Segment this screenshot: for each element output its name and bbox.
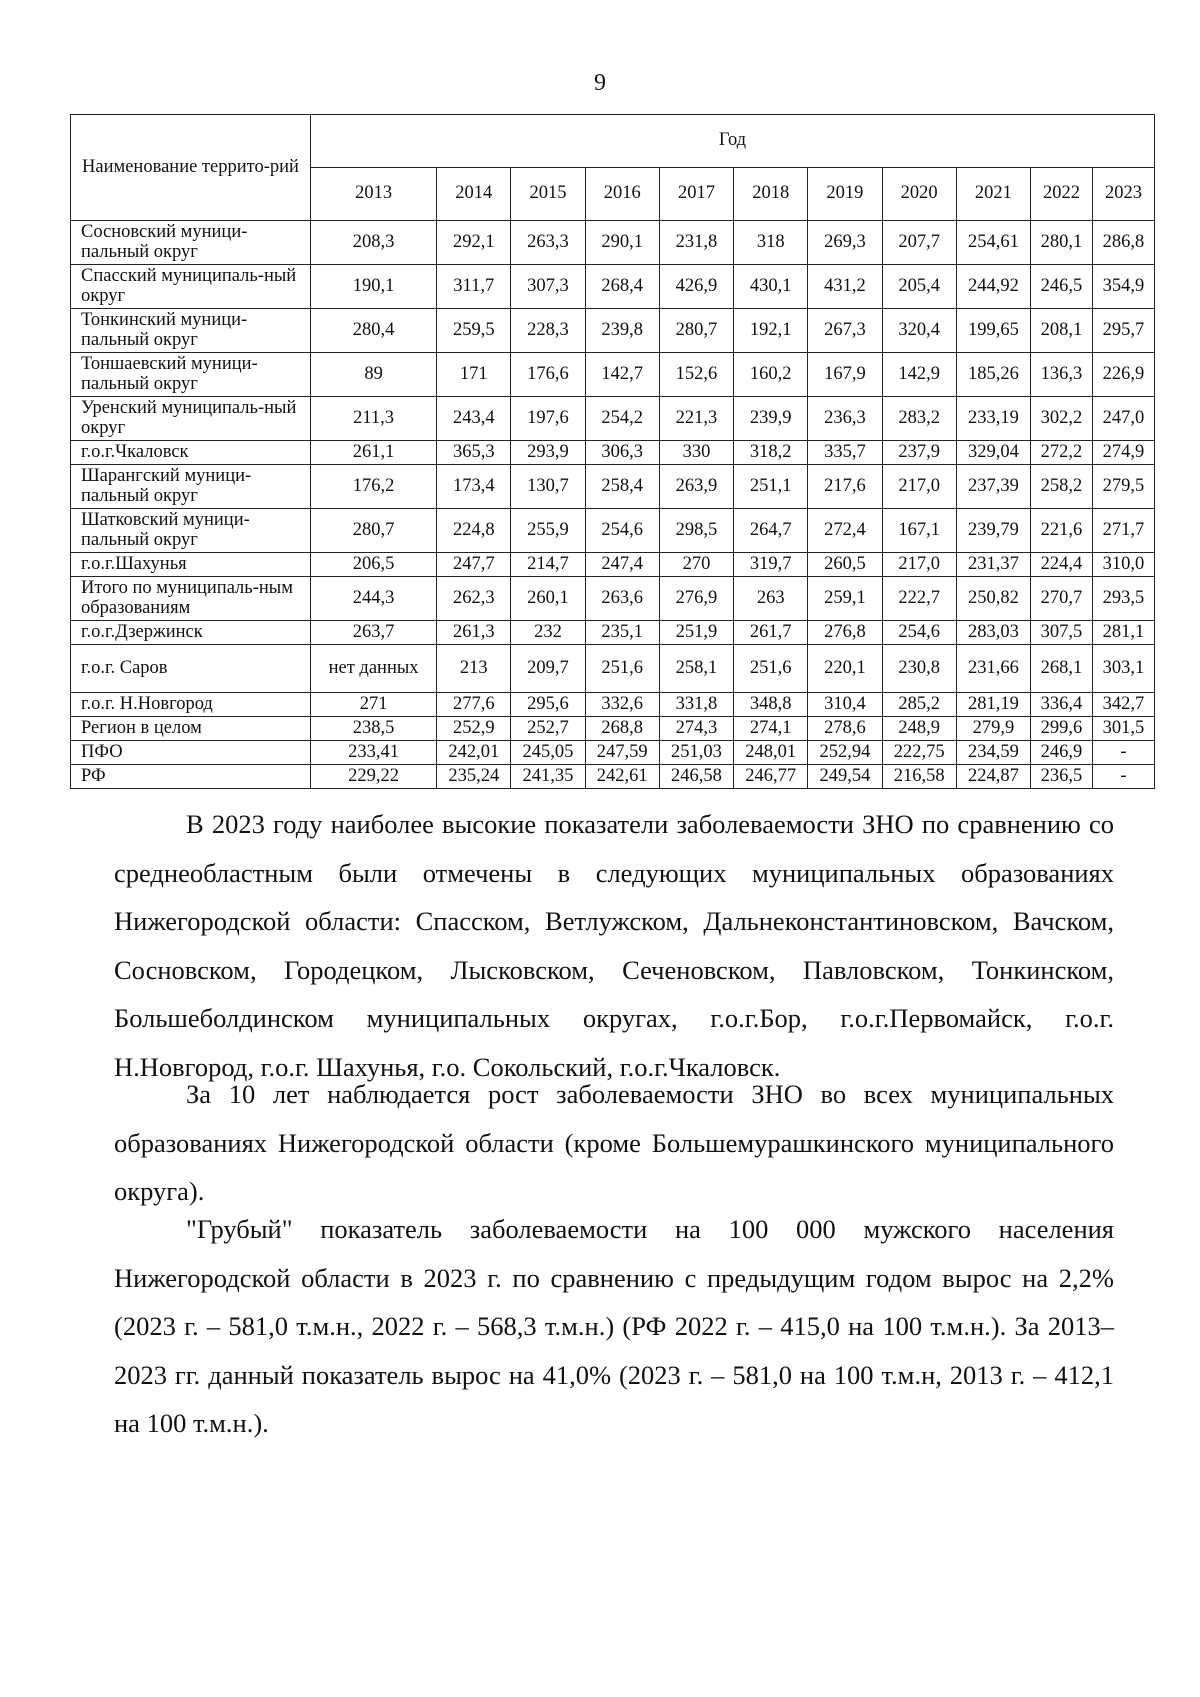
value-cell: 230,8 bbox=[882, 645, 956, 693]
value-cell: 292,1 bbox=[437, 221, 511, 265]
value-cell: 248,9 bbox=[882, 717, 956, 741]
value-cell: 208,1 bbox=[1031, 309, 1093, 353]
value-cell: 283,03 bbox=[956, 621, 1030, 645]
value-cell: 130,7 bbox=[511, 465, 585, 509]
value-cell: 211,3 bbox=[311, 397, 437, 441]
value-cell: 263,9 bbox=[659, 465, 733, 509]
value-cell: 267,3 bbox=[808, 309, 882, 353]
value-cell: 235,1 bbox=[585, 621, 659, 645]
value-cell: 243,4 bbox=[437, 397, 511, 441]
value-cell: 268,8 bbox=[585, 717, 659, 741]
value-cell: 167,9 bbox=[808, 353, 882, 397]
territory-header: Наименование террито-рий bbox=[71, 115, 311, 221]
value-cell: 280,1 bbox=[1031, 221, 1093, 265]
year-header: Год bbox=[311, 115, 1155, 168]
value-cell: 217,0 bbox=[882, 553, 956, 577]
value-cell: 293,9 bbox=[511, 441, 585, 465]
table-row bbox=[71, 717, 1155, 741]
year-cell: 2021 bbox=[956, 168, 1030, 221]
table-row bbox=[71, 741, 1155, 765]
value-cell: 236,5 bbox=[1031, 765, 1093, 789]
value-cell: 224,8 bbox=[437, 509, 511, 553]
value-cell: 220,1 bbox=[808, 645, 882, 693]
value-cell: 307,3 bbox=[511, 265, 585, 309]
paragraph-1-text: В 2023 году наиболее высокие показатели заболеваемости ЗНО по сравнению со среднеобластным были отмечены в следующих муниципальных образованиях Нижегородской области: Спасском, Ветлужском, Дальнеконстантиновском, Вачском, Сосновском, Городецком, Лысковском, Сеченовском, Павловском, Тонкинском, Большеболдинском муниципальных округах, г.о.г.Бор, г.о.г.Первомайск, г.о.г. Н.Новгород, г.о.г. Шахунья, г.о. Сокольский, г.о.г.Чкаловск. bbox=[114, 809, 1114, 1082]
territory-name: Шатковский муници-пальный округ bbox=[71, 509, 311, 553]
value-cell: 280,7 bbox=[659, 309, 733, 353]
value-cell: 226,9 bbox=[1092, 353, 1154, 397]
value-cell: 318,2 bbox=[734, 441, 808, 465]
value-cell: 335,7 bbox=[808, 441, 882, 465]
value-cell: 246,9 bbox=[1031, 741, 1093, 765]
table-row bbox=[71, 509, 1155, 553]
value-cell: 310,0 bbox=[1092, 553, 1154, 577]
value-cell: 274,1 bbox=[734, 717, 808, 741]
value-cell: 271 bbox=[311, 693, 437, 717]
paragraph-3 bbox=[114, 1205, 1114, 1448]
value-cell: 302,2 bbox=[1031, 397, 1093, 441]
value-cell: 252,9 bbox=[437, 717, 511, 741]
value-cell: 276,8 bbox=[808, 621, 882, 645]
value-cell: 217,0 bbox=[882, 465, 956, 509]
table-row bbox=[71, 765, 1155, 789]
value-cell: 228,3 bbox=[511, 309, 585, 353]
value-cell: 279,5 bbox=[1092, 465, 1154, 509]
value-cell: 254,2 bbox=[585, 397, 659, 441]
page-number: 9 bbox=[594, 70, 606, 96]
value-cell: 142,9 bbox=[882, 353, 956, 397]
value-cell: нет данных bbox=[311, 645, 437, 693]
value-cell: 242,01 bbox=[437, 741, 511, 765]
value-cell: 197,6 bbox=[511, 397, 585, 441]
value-cell: 320,4 bbox=[882, 309, 956, 353]
territory-name: г.о.г. Саров bbox=[71, 645, 311, 693]
value-cell: 342,7 bbox=[1092, 693, 1154, 717]
value-cell: 261,1 bbox=[311, 441, 437, 465]
year-cell: 2023 bbox=[1092, 168, 1154, 221]
value-cell: 251,9 bbox=[659, 621, 733, 645]
value-cell: 251,03 bbox=[659, 741, 733, 765]
table-row bbox=[71, 553, 1155, 577]
value-cell: 261,7 bbox=[734, 621, 808, 645]
value-cell: 229,22 bbox=[311, 765, 437, 789]
value-cell: 279,9 bbox=[956, 717, 1030, 741]
value-cell: 252,94 bbox=[808, 741, 882, 765]
value-cell: 274,9 bbox=[1092, 441, 1154, 465]
value-cell: 329,04 bbox=[956, 441, 1030, 465]
value-cell: 239,9 bbox=[734, 397, 808, 441]
value-cell: 254,6 bbox=[882, 621, 956, 645]
value-cell: 276,9 bbox=[659, 577, 733, 621]
value-cell: 295,7 bbox=[1092, 309, 1154, 353]
value-cell: 214,7 bbox=[511, 553, 585, 577]
value-cell: 262,3 bbox=[437, 577, 511, 621]
value-cell: 142,7 bbox=[585, 353, 659, 397]
table-row bbox=[71, 645, 1155, 693]
paragraph-2-text: За 10 лет наблюдается рост заболеваемости ЗНО во всех муниципальных образованиях Нижегородской области (кроме Большемурашкинского муниципального округа). bbox=[114, 1079, 1114, 1206]
value-cell: 239,79 bbox=[956, 509, 1030, 553]
value-cell: 263 bbox=[734, 577, 808, 621]
value-cell: 295,6 bbox=[511, 693, 585, 717]
year-cell: 2013 bbox=[311, 168, 437, 221]
value-cell: 264,7 bbox=[734, 509, 808, 553]
value-cell: 231,37 bbox=[956, 553, 1030, 577]
value-cell: 270,7 bbox=[1031, 577, 1093, 621]
value-cell: 298,5 bbox=[659, 509, 733, 553]
value-cell: 255,9 bbox=[511, 509, 585, 553]
year-cell: 2015 bbox=[511, 168, 585, 221]
value-cell: 89 bbox=[311, 353, 437, 397]
table-row bbox=[71, 621, 1155, 645]
value-cell: 205,4 bbox=[882, 265, 956, 309]
territory-name: Шарангский муници-пальный округ bbox=[71, 465, 311, 509]
value-cell: 171 bbox=[437, 353, 511, 397]
territory-name: ПФО bbox=[71, 741, 311, 765]
value-cell: 281,1 bbox=[1092, 621, 1154, 645]
value-cell: 192,1 bbox=[734, 309, 808, 353]
value-cell: 263,3 bbox=[511, 221, 585, 265]
value-cell: 251,1 bbox=[734, 465, 808, 509]
value-cell: 160,2 bbox=[734, 353, 808, 397]
territory-name: Спасский муниципаль-ный округ bbox=[71, 265, 311, 309]
year-cell: 2020 bbox=[882, 168, 956, 221]
value-cell: 233,19 bbox=[956, 397, 1030, 441]
value-cell: 246,5 bbox=[1031, 265, 1093, 309]
value-cell: 216,58 bbox=[882, 765, 956, 789]
value-cell: 245,05 bbox=[511, 741, 585, 765]
value-cell: 208,3 bbox=[311, 221, 437, 265]
value-cell: 176,2 bbox=[311, 465, 437, 509]
value-cell: 261,3 bbox=[437, 621, 511, 645]
value-cell: - bbox=[1092, 741, 1154, 765]
value-cell: 301,5 bbox=[1092, 717, 1154, 741]
table-row bbox=[71, 465, 1155, 509]
value-cell: 319,7 bbox=[734, 553, 808, 577]
value-cell: 224,4 bbox=[1031, 553, 1093, 577]
territory-name: Регион в целом bbox=[71, 717, 311, 741]
territory-name: Итого по муниципаль-ным образованиям bbox=[71, 577, 311, 621]
value-cell: 271,7 bbox=[1092, 509, 1154, 553]
value-cell: 238,5 bbox=[311, 717, 437, 741]
value-cell: 268,4 bbox=[585, 265, 659, 309]
table-row bbox=[71, 221, 1155, 265]
value-cell: 247,4 bbox=[585, 553, 659, 577]
value-cell: 247,59 bbox=[585, 741, 659, 765]
value-cell: 259,1 bbox=[808, 577, 882, 621]
value-cell: 318 bbox=[734, 221, 808, 265]
value-cell: 354,9 bbox=[1092, 265, 1154, 309]
value-cell: 430,1 bbox=[734, 265, 808, 309]
value-cell: 299,6 bbox=[1031, 717, 1093, 741]
territory-name: Тонкинский муници-пальный округ bbox=[71, 309, 311, 353]
value-cell: 185,26 bbox=[956, 353, 1030, 397]
value-cell: 254,61 bbox=[956, 221, 1030, 265]
table-body bbox=[71, 221, 1155, 789]
year-cell: 2017 bbox=[659, 168, 733, 221]
value-cell: 199,65 bbox=[956, 309, 1030, 353]
value-cell: 244,3 bbox=[311, 577, 437, 621]
value-cell: 281,19 bbox=[956, 693, 1030, 717]
territory-name: Тоншаевский муници-пальный округ bbox=[71, 353, 311, 397]
value-cell: 431,2 bbox=[808, 265, 882, 309]
value-cell: 268,1 bbox=[1031, 645, 1093, 693]
value-cell: 232 bbox=[511, 621, 585, 645]
value-cell: 258,2 bbox=[1031, 465, 1093, 509]
value-cell: 330 bbox=[659, 441, 733, 465]
value-cell: 306,3 bbox=[585, 441, 659, 465]
value-cell: 235,24 bbox=[437, 765, 511, 789]
value-cell: 311,7 bbox=[437, 265, 511, 309]
value-cell: 136,3 bbox=[1031, 353, 1093, 397]
value-cell: 221,6 bbox=[1031, 509, 1093, 553]
value-cell: 252,7 bbox=[511, 717, 585, 741]
value-cell: 348,8 bbox=[734, 693, 808, 717]
year-cell: 2019 bbox=[808, 168, 882, 221]
value-cell: 251,6 bbox=[585, 645, 659, 693]
value-cell: 246,58 bbox=[659, 765, 733, 789]
territory-name: Сосновский муници-пальный округ bbox=[71, 221, 311, 265]
value-cell: 237,9 bbox=[882, 441, 956, 465]
territory-name: г.о.г.Шахунья bbox=[71, 553, 311, 577]
value-cell: 246,77 bbox=[734, 765, 808, 789]
value-cell: 293,5 bbox=[1092, 577, 1154, 621]
value-cell: 260,5 bbox=[808, 553, 882, 577]
table-row bbox=[71, 397, 1155, 441]
value-cell: 254,6 bbox=[585, 509, 659, 553]
year-cell: 2022 bbox=[1031, 168, 1093, 221]
value-cell: 426,9 bbox=[659, 265, 733, 309]
value-cell: 190,1 bbox=[311, 265, 437, 309]
value-cell: 233,41 bbox=[311, 741, 437, 765]
value-cell: 221,3 bbox=[659, 397, 733, 441]
value-cell: 270 bbox=[659, 553, 733, 577]
value-cell: 248,01 bbox=[734, 741, 808, 765]
value-cell: 280,7 bbox=[311, 509, 437, 553]
value-cell: 260,1 bbox=[511, 577, 585, 621]
table-row bbox=[71, 441, 1155, 465]
value-cell: 263,6 bbox=[585, 577, 659, 621]
value-cell: 286,8 bbox=[1092, 221, 1154, 265]
table-row bbox=[71, 309, 1155, 353]
value-cell: 251,6 bbox=[734, 645, 808, 693]
value-cell: 222,75 bbox=[882, 741, 956, 765]
value-cell: 259,5 bbox=[437, 309, 511, 353]
table-row bbox=[71, 577, 1155, 621]
value-cell: 283,2 bbox=[882, 397, 956, 441]
value-cell: 247,7 bbox=[437, 553, 511, 577]
paragraph-2 bbox=[114, 1070, 1114, 1216]
value-cell: 236,3 bbox=[808, 397, 882, 441]
value-cell: 272,2 bbox=[1031, 441, 1093, 465]
incidence-table bbox=[70, 114, 1155, 789]
paragraph-3-text: "Грубый" показатель заболеваемости на 100 000 мужского населения Нижегородской области в 2023 г. по сравнению с предыдущим годом вырос на 2,2% (2023 г. – 581,0 т.м.н., 2022 г. – 568,3 т.м.н.) (РФ 2022 г. – 415,0 на 100 т.м.н.). За 2013–2023 гг. данный показатель вырос на 41,0% (2023 г. – 581,0 на 100 т.м.н, 2013 г. – 412,1 на 100 т.м.н.). bbox=[114, 1214, 1114, 1438]
value-cell: 224,87 bbox=[956, 765, 1030, 789]
territory-name: Уренский муниципаль-ный округ bbox=[71, 397, 311, 441]
year-cell: 2018 bbox=[734, 168, 808, 221]
value-cell: 244,92 bbox=[956, 265, 1030, 309]
value-cell: 303,1 bbox=[1092, 645, 1154, 693]
value-cell: 331,8 bbox=[659, 693, 733, 717]
value-cell: 173,4 bbox=[437, 465, 511, 509]
value-cell: 307,5 bbox=[1031, 621, 1093, 645]
territory-name: г.о.г.Чкаловск bbox=[71, 441, 311, 465]
value-cell: 237,39 bbox=[956, 465, 1030, 509]
paragraph-1 bbox=[114, 800, 1114, 1091]
table-row bbox=[71, 265, 1155, 309]
value-cell: 234,59 bbox=[956, 741, 1030, 765]
value-cell: 152,6 bbox=[659, 353, 733, 397]
value-cell: 241,35 bbox=[511, 765, 585, 789]
value-cell: 365,3 bbox=[437, 441, 511, 465]
value-cell: 336,4 bbox=[1031, 693, 1093, 717]
value-cell: 231,8 bbox=[659, 221, 733, 265]
value-cell: 278,6 bbox=[808, 717, 882, 741]
territory-name: г.о.г. Н.Новгород bbox=[71, 693, 311, 717]
year-cell: 2016 bbox=[585, 168, 659, 221]
value-cell: 231,66 bbox=[956, 645, 1030, 693]
value-cell: 222,7 bbox=[882, 577, 956, 621]
value-cell: 249,54 bbox=[808, 765, 882, 789]
table-row bbox=[71, 693, 1155, 717]
year-cell: 2014 bbox=[437, 168, 511, 221]
value-cell: 206,5 bbox=[311, 553, 437, 577]
value-cell: 207,7 bbox=[882, 221, 956, 265]
territory-name: г.о.г.Дзержинск bbox=[71, 621, 311, 645]
value-cell: 217,6 bbox=[808, 465, 882, 509]
value-cell: 272,4 bbox=[808, 509, 882, 553]
value-cell: 274,3 bbox=[659, 717, 733, 741]
value-cell: 250,82 bbox=[956, 577, 1030, 621]
value-cell: 239,8 bbox=[585, 309, 659, 353]
value-cell: 277,6 bbox=[437, 693, 511, 717]
value-cell: 258,4 bbox=[585, 465, 659, 509]
value-cell: 213 bbox=[437, 645, 511, 693]
value-cell: 176,6 bbox=[511, 353, 585, 397]
value-cell: 285,2 bbox=[882, 693, 956, 717]
value-cell: 263,7 bbox=[311, 621, 437, 645]
value-cell: 310,4 bbox=[808, 693, 882, 717]
value-cell: 242,61 bbox=[585, 765, 659, 789]
table-row bbox=[71, 353, 1155, 397]
value-cell: 209,7 bbox=[511, 645, 585, 693]
value-cell: 269,3 bbox=[808, 221, 882, 265]
value-cell: - bbox=[1092, 765, 1154, 789]
value-cell: 280,4 bbox=[311, 309, 437, 353]
territory-name: РФ bbox=[71, 765, 311, 789]
value-cell: 332,6 bbox=[585, 693, 659, 717]
value-cell: 258,1 bbox=[659, 645, 733, 693]
value-cell: 167,1 bbox=[882, 509, 956, 553]
value-cell: 247,0 bbox=[1092, 397, 1154, 441]
value-cell: 290,1 bbox=[585, 221, 659, 265]
